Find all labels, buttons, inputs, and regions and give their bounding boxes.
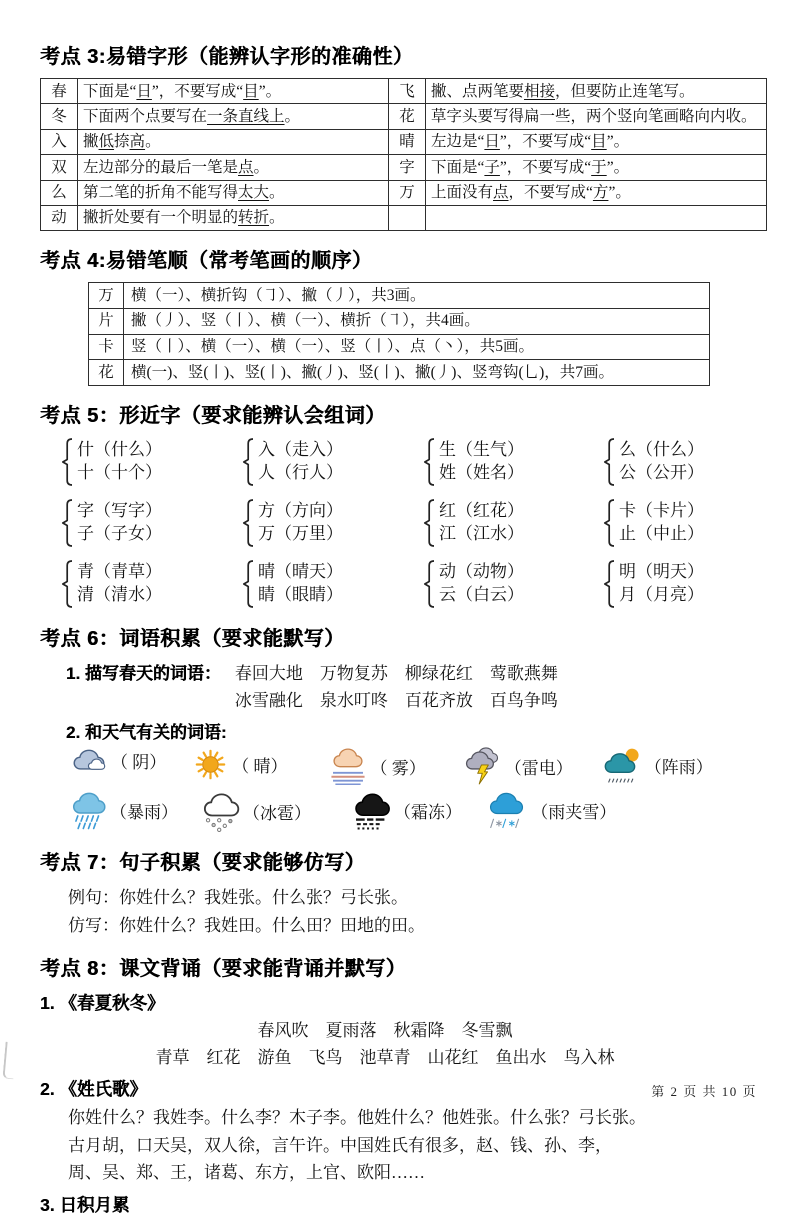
character-cell: 花 [389, 104, 426, 129]
sentence-line: 仿写：你姓什么？我姓田。什么田？田地的田。 [68, 915, 425, 935]
char-pair-lines [619, 439, 704, 484]
stroke-order-cell: 横（一）、横折钩（㇆）、撇（丿），共3画。 [124, 283, 710, 309]
table-row [89, 308, 710, 334]
stroke-order-cell: 竖（丨）、横（一）、横（一）、竖（丨）、点（丶），共5画。 [124, 334, 710, 360]
description-cell: 下面是“日”，不要写成“目”。 [78, 79, 389, 104]
character-cell: 晴 [389, 129, 426, 154]
character-cell: 么 [41, 180, 78, 205]
char-pair-bottom: 子（子女） [77, 524, 162, 543]
description-cell: 草字头要写得扁一些，两个竖向笔画略向内收。 [426, 104, 767, 129]
weather-item [601, 746, 713, 784]
character-cell: 花 [89, 360, 124, 386]
char-pair-lines [77, 500, 162, 545]
char-pair-top: 晴（晴天） [258, 562, 343, 582]
table-row [41, 79, 767, 104]
weather-item [70, 790, 178, 830]
character-cell: 春 [41, 79, 78, 104]
brace-icon [424, 559, 435, 609]
description-cell: 下面两个点要写在一条直线上。 [78, 104, 389, 129]
overcast-cloud-icon [70, 746, 108, 775]
char-pair-top: 青（青草） [77, 562, 162, 582]
char-pair-top: 方（方向） [258, 501, 343, 521]
sleet-cloud-icon [486, 790, 524, 831]
text2-line: 你姓什么？我姓李。什么李？木子李。他姓什么？他姓张。什么张？弓长张。 [68, 1108, 646, 1128]
char-pair-bottom: 月（月亮） [619, 585, 704, 604]
char-pair-top: 什（什么） [77, 440, 162, 460]
frost-cloud-icon [351, 790, 391, 831]
brace-icon [604, 498, 615, 548]
sentence-line: 例句：你姓什么？我姓张。什么张？弓长张。 [68, 888, 408, 908]
table-row [89, 334, 710, 360]
weather-item [192, 746, 287, 783]
spring-words-line: 冰雪融化 泉水叮咚 百花齐放 百鸟争鸣 [234, 691, 558, 711]
brace-icon [604, 559, 615, 609]
thunder-cloud-icon [464, 746, 502, 787]
weather-label: （雷电） [504, 759, 573, 779]
stroke-order-cell: 撇（丿）、竖（丨）、横（一）、横折（㇕），共4画。 [124, 308, 710, 334]
spring-words-item [66, 660, 767, 714]
weather-item [486, 790, 616, 831]
brace-icon [62, 437, 73, 487]
brace-icon [243, 498, 254, 548]
stroke-order-cell: 横(一)、竖(丨)、竖(丨)、撇(丿)、竖(丨)、撇(丿)、竖弯钩(乚)，共7画。 [124, 360, 710, 386]
spring-words-label: 1. 描写春天的词语： [66, 664, 221, 683]
section-title-kaodian6: 考点 6：词语积累（要求能默写） [40, 628, 345, 650]
character-cell: 卡 [89, 334, 124, 360]
char-pair-top: 红（红花） [439, 501, 524, 521]
table-row [41, 104, 767, 129]
brace-icon [62, 498, 73, 548]
weather-label: （暴雨） [110, 802, 178, 822]
char-pair-bottom: 清（清水） [77, 585, 162, 604]
scan-artifact [2, 1042, 16, 1080]
weather-item [200, 790, 311, 833]
character-cell: 冬 [41, 104, 78, 129]
char-pair-bottom: 公（公开） [619, 463, 704, 482]
weather-label: （霜冻） [394, 803, 462, 823]
character-cell: 字 [389, 155, 426, 180]
char-pair-bottom: 云（白云） [439, 585, 524, 604]
text1-poem-line: 青草 红花 游鱼 飞鸟 池草青 山花红 鱼出水 鸟入林 [155, 1047, 615, 1067]
char-pair-lines [77, 561, 162, 606]
description-cell: 撇、点两笔要相接，但要防止连笔写。 [426, 79, 767, 104]
text3-title: 3. 日积月累 [40, 1194, 130, 1215]
table-row [41, 180, 767, 205]
character-cell [389, 205, 426, 230]
char-pair-bottom: 姓（姓名） [439, 463, 524, 482]
weather-item [328, 746, 426, 787]
char-pair-group [424, 559, 604, 609]
brace-icon [62, 559, 73, 609]
char-pair-group [62, 559, 243, 609]
weather-label: （阵雨） [644, 757, 713, 777]
description-cell: 左边部分的最后一笔是点。 [78, 155, 389, 180]
description-cell: 撇低捺高。 [78, 129, 389, 154]
stroke-order-table [88, 282, 710, 386]
fog-icon [328, 746, 368, 787]
text2-line: 周、吴、郑、王，诸葛、东方，上官、欧阳…… [68, 1163, 425, 1183]
brace-icon [243, 437, 254, 487]
char-pair-lines [619, 561, 704, 606]
table-row [41, 155, 767, 180]
char-pair-lines [258, 439, 343, 484]
character-cell: 飞 [389, 79, 426, 104]
char-pair-top: 字（写字） [77, 501, 162, 521]
weather-label: （冰雹） [243, 804, 311, 824]
weather-row [70, 790, 767, 833]
hail-cloud-icon [200, 790, 240, 833]
section-title-kaodian5: 考点 5：形近字（要求能辨认会组词） [40, 405, 386, 427]
table-row [41, 129, 767, 154]
char-pair-lines [258, 500, 343, 545]
character-cell: 万 [89, 283, 124, 309]
brace-icon [424, 498, 435, 548]
weather-label: （雨夹雪） [527, 803, 617, 823]
char-pair-top: 入（走入） [258, 440, 343, 460]
char-pair-group [62, 437, 243, 487]
char-pair-bottom: 人（行人） [258, 463, 343, 482]
text1-title: 1. 《春夏秋冬》 [40, 993, 165, 1014]
weather-words-label: 2. 和天气有关的词语: [66, 723, 227, 743]
sun-icon [192, 746, 229, 783]
char-pair-group [424, 498, 604, 548]
char-pair-group [604, 498, 779, 548]
table-row [41, 205, 767, 230]
confusable-glyphs-table [40, 78, 767, 231]
char-pair-group [243, 498, 424, 548]
char-pair-bottom: 睛（眼睛） [258, 585, 343, 604]
char-pair-top: 动（动物） [439, 562, 524, 582]
character-cell: 万 [389, 180, 426, 205]
char-pair-top: 明（明天） [619, 562, 704, 582]
description-cell: 第二笔的折角不能写得太大。 [78, 180, 389, 205]
section-title-kaodian8: 考点 8：课文背诵（要求能背诵并默写） [40, 958, 407, 981]
char-pair-bottom: 江（江水） [439, 524, 524, 543]
char-pair-lines [439, 500, 524, 545]
table-row [89, 283, 710, 309]
char-pair-bottom: 止（中止） [619, 524, 704, 543]
char-pair-bottom: 十（十个） [77, 463, 162, 482]
brace-icon [604, 437, 615, 487]
section-title-kaodian3: 考点 3:易错字形（能辨认字形的准确性） [40, 46, 414, 68]
char-pair-group [62, 498, 243, 548]
char-pair-lines [439, 561, 524, 606]
description-cell: 下面是“子”，不要写成“于”。 [426, 155, 767, 180]
sun-shower-icon [601, 746, 642, 784]
sentence-examples [68, 884, 767, 939]
char-pair-group [243, 559, 424, 609]
section-title-kaodian7: 考点 7：句子积累（要求能够仿写） [40, 852, 366, 875]
description-cell [426, 205, 767, 230]
char-pair-top: 么（什么） [619, 440, 704, 460]
description-cell: 上面没有点，不要写成“方”。 [426, 180, 767, 205]
char-pair-top: 卡（卡片） [619, 501, 704, 521]
text2-body [68, 1104, 767, 1187]
text2-title: 2. 《姓氏歌》 [40, 1079, 147, 1100]
description-cell: 左边是“日”，不要写成“目”。 [426, 129, 767, 154]
rainstorm-cloud-icon [70, 790, 107, 830]
section-title-kaodian4: 考点 4:易错笔顺（常考笔画的顺序） [40, 250, 373, 273]
character-cell: 动 [41, 205, 78, 230]
weather-label: （ 雾） [370, 759, 426, 779]
char-pair-bottom: 万（万里） [258, 524, 343, 543]
page-number: 第 2 页 共 10 页 [651, 1084, 757, 1099]
spring-words-line: 春回大地 万物复苏 柳绿花红 莺歌燕舞 [234, 664, 558, 683]
spring-words-list [235, 660, 558, 714]
char-pair-group [604, 437, 779, 487]
weather-item [464, 746, 573, 787]
character-cell: 双 [41, 155, 78, 180]
similar-characters-grid [40, 437, 767, 609]
char-pair-top: 生（生气） [439, 440, 524, 460]
char-pair-group [243, 437, 424, 487]
character-cell: 入 [41, 129, 78, 154]
weather-label: （ 晴） [232, 757, 288, 777]
weather-item [351, 790, 462, 831]
char-pair-lines [258, 561, 343, 606]
character-cell: 片 [89, 308, 124, 334]
table-row [89, 360, 710, 386]
weather-row [70, 746, 767, 787]
char-pair-lines [619, 500, 704, 545]
char-pair-group [604, 559, 779, 609]
text2-line: 古月胡，口天吴，双人徐，言午许。中国姓氏有很多，赵、钱、孙、李， [68, 1135, 612, 1155]
char-pair-lines [439, 439, 524, 484]
char-pair-lines [77, 439, 162, 484]
char-pair-group [424, 437, 604, 487]
description-cell: 撇折处要有一个明显的转折。 [78, 205, 389, 230]
brace-icon [243, 559, 254, 609]
weather-item [70, 746, 166, 775]
brace-icon [424, 437, 435, 487]
weather-label: （ 阴） [111, 753, 167, 773]
text1-poem-line: 春风吹 夏雨落 秋霜降 冬雪飘 [257, 1021, 513, 1041]
